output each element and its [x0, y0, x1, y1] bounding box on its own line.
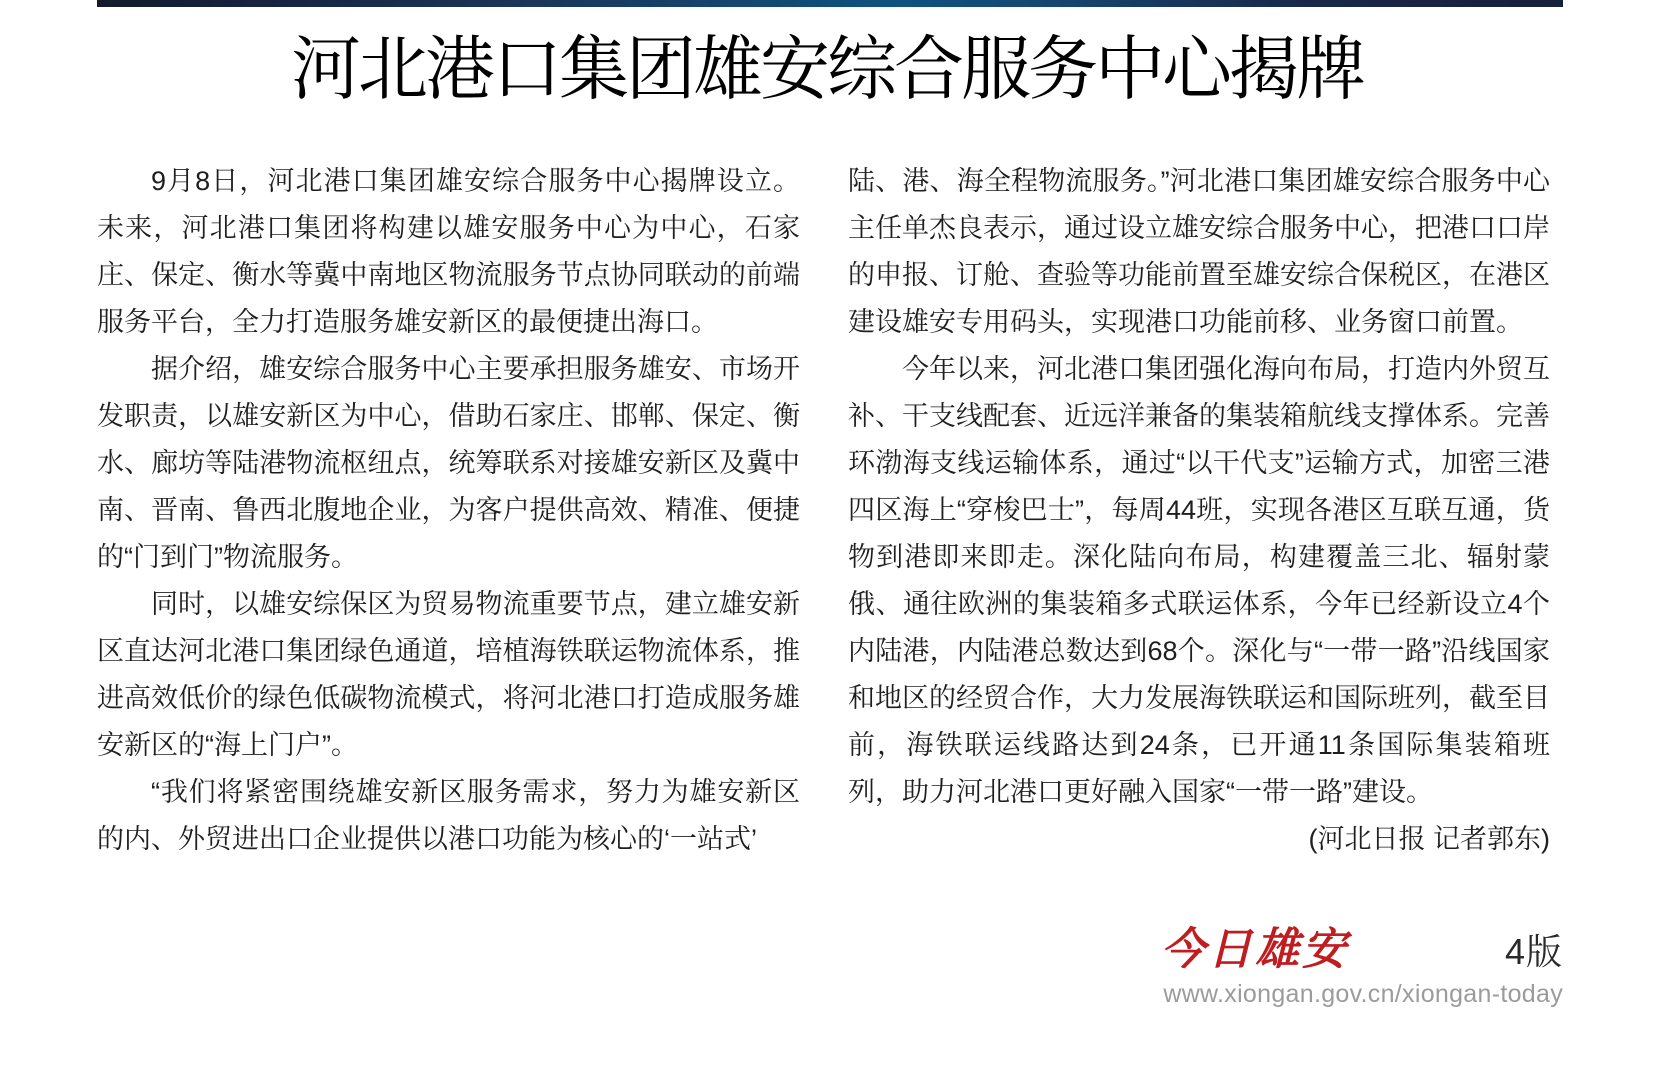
article-title: 河北港口集团雄安综合服务中心揭牌 [291, 32, 1363, 109]
paragraph-4-continued: 陆、港、海全程物流服务。”河北港口集团雄安综合服务中心主任单杰良表示，通过设立雄安综合服务中心，把港口口岸的申报、订舱、查验等功能前置至雄安综合保税区，在港区建设雄安专用码头，实现港口功能前移、业务窗口前置。 [848, 166, 1550, 337]
paragraph-4: “我们将紧密围绕雄安新区服务需求，努力为雄安新区的内、外贸进出口企业提供以港口功能为核心的‘一站式’ [97, 777, 800, 854]
top-accent-bar [97, 0, 1563, 7]
byline: (河北日报 记者郭东) [1308, 824, 1550, 854]
paragraph-3: 同时，以雄安综保区为贸易物流重要节点，建立雄安新区直达河北港口集团绿色通道，培植海铁联运物流体系，推进高效低价的绿色低碳物流模式，将河北港口打造成服务雄安新区的“海上门户”。 [97, 589, 800, 760]
paragraph-5: 今年以来，河北港口集团强化海向布局，打造内外贸互补、干支线配套、近远洋兼备的集装箱航线支撑体系。完善环渤海支线运输体系，通过“以干代支”运输方式，加密三港四区海上“穿梭巴士”，每周44班，实现各港区互联互通，货物到港即来即走。深化陆向布局，构建覆盖三北、辐射蒙俄、通往欧洲的集装箱多式联运体系，今年已经新设立4个内陆港，内陆港总数达到68个。深化与“一带一路”沿线国家和地区的经贸合作，大力发展海铁联运和国际班列，截至目前，海铁联运线路达到24条，已开通11条国际集装箱班列，助力河北港口更好融入国家“一带一路”建设。 [848, 354, 1550, 807]
footer-masthead-row [1161, 924, 1563, 975]
paragraph-1: 9月8日，河北港口集团雄安综合服务中心揭牌设立。未来，河北港口集团将构建以雄安服务中心为中心，石家庄、保定、衡水等冀中南地区物流服务节点协同联动的前端服务平台，全力打造服务雄安新区的最便捷出海口。 [97, 166, 800, 337]
newspaper-logo: 今日雄安 [1161, 924, 1349, 975]
article-column-right [848, 158, 1550, 863]
site-url: www.xiongan.gov.cn/xiongan-today [1163, 980, 1563, 1008]
page-number: 4版 [1504, 931, 1563, 972]
footer [1161, 924, 1563, 1009]
article-body [97, 158, 1550, 863]
article-column-left [97, 158, 800, 863]
paragraph-2: 据介绍，雄安综合服务中心主要承担服务雄安、市场开发职责，以雄安新区为中心，借助石家庄、邯郸、保定、衡水、廊坊等陆港物流枢纽点，统筹联系对接雄安新区及冀中南、晋南、鲁西北腹地企业，为客户提供高效、精准、便捷的“门到门”物流服务。 [97, 354, 800, 572]
